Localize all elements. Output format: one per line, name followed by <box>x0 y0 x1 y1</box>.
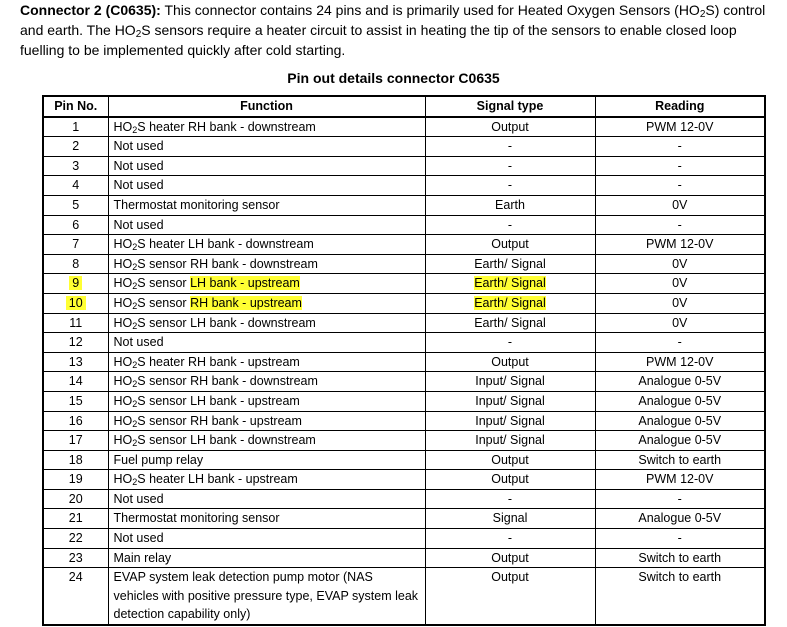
signal-type-cell: Earth/ Signal <box>425 313 595 333</box>
reading-cell: Analogue 0-5V <box>595 372 765 392</box>
signal-type-cell: Earth/ Signal <box>425 293 595 313</box>
pin-number: 7 <box>43 235 108 255</box>
pin-number: 8 <box>43 254 108 274</box>
function-cell: $HO_2S$ heater RH bank - downstream <box>108 117 425 137</box>
pin-number: 17 <box>43 431 108 451</box>
table-row <box>43 450 765 470</box>
signal-type-cell: Input/ Signal <box>425 431 595 451</box>
table-row <box>43 254 765 274</box>
table-body <box>43 117 765 625</box>
pin-number: 21 <box>43 509 108 529</box>
pin-number: 16 <box>43 411 108 431</box>
reading-cell: - <box>595 156 765 176</box>
reading-cell: 0V <box>595 313 765 333</box>
pin-number: 19 <box>43 470 108 490</box>
function-cell: EVAP system leak detection pump motor (NAS vehicles with positive pressure type, EVAP system leak detection capability only) <box>108 568 425 625</box>
pin-number: 15 <box>43 391 108 411</box>
reading-cell: 0V <box>595 293 765 313</box>
function-cell: Thermostat monitoring sensor <box>108 195 425 215</box>
pin-number: 24 <box>43 568 108 625</box>
table-row <box>43 489 765 509</box>
intro-sub-a: 2 <box>699 9 706 20</box>
signal-type-cell: - <box>425 529 595 549</box>
table-row <box>43 137 765 157</box>
reading-cell: PWM 12-0V <box>595 470 765 490</box>
reading-cell: Switch to earth <box>595 450 765 470</box>
function-cell: Main relay <box>108 548 425 568</box>
pin-number: 11 <box>43 313 108 333</box>
table-row <box>43 470 765 490</box>
reading-cell: - <box>595 137 765 157</box>
reading-cell: PWM 12-0V <box>595 235 765 255</box>
signal-type-cell: Output <box>425 352 595 372</box>
table-row <box>43 117 765 137</box>
signal-type-cell: Signal <box>425 509 595 529</box>
signal-type-cell: Output <box>425 470 595 490</box>
reading-cell: Analogue 0-5V <box>595 509 765 529</box>
pin-number: 1 <box>43 117 108 137</box>
table-row <box>43 195 765 215</box>
table-row <box>43 313 765 333</box>
header-pin: Pin No. <box>43 96 108 117</box>
connector-heading: Connector 2 (C0635): <box>20 2 161 18</box>
function-cell: Not used <box>108 333 425 353</box>
function-cell: $HO_2S$ sensor LH bank - downstream <box>108 313 425 333</box>
table-row <box>43 293 765 313</box>
reading-cell: Analogue 0-5V <box>595 391 765 411</box>
pin-number: 4 <box>43 176 108 196</box>
function-cell: Not used <box>108 489 425 509</box>
reading-cell: PWM 12-0V <box>595 117 765 137</box>
pin-number: 3 <box>43 156 108 176</box>
signal-type-cell: Output <box>425 548 595 568</box>
reading-cell: Analogue 0-5V <box>595 431 765 451</box>
reading-cell: - <box>595 529 765 549</box>
reading-cell: Switch to earth <box>595 548 765 568</box>
signal-type-cell: Earth/ Signal <box>425 274 595 294</box>
function-cell: $HO_2S$ sensor RH bank - downstream <box>108 372 425 392</box>
intro-text-b: S) control and earth. The HO <box>20 2 766 38</box>
pin-number: 5 <box>43 195 108 215</box>
function-cell: $HO_2S$ sensor LH bank - upstream <box>108 274 425 294</box>
signal-type-cell: - <box>425 489 595 509</box>
header-signal: Signal type <box>425 96 595 117</box>
function-cell: $HO_2S$ sensor RH bank - upstream <box>108 411 425 431</box>
reading-cell: - <box>595 215 765 235</box>
reading-cell: - <box>595 489 765 509</box>
reading-cell: Switch to earth <box>595 568 765 625</box>
table-row <box>43 391 765 411</box>
signal-type-cell: - <box>425 215 595 235</box>
header-reading: Reading <box>595 96 765 117</box>
table-row <box>43 235 765 255</box>
pin-number: 23 <box>43 548 108 568</box>
header-function: Function <box>108 96 425 117</box>
table-title: Pin out details connector C0635 <box>287 70 500 86</box>
function-cell: Thermostat monitoring sensor <box>108 509 425 529</box>
pin-number: 22 <box>43 529 108 549</box>
pin-number: 2 <box>43 137 108 157</box>
signal-type-cell: - <box>425 176 595 196</box>
table-row <box>43 431 765 451</box>
reading-cell: - <box>595 176 765 196</box>
reading-cell: 0V <box>595 254 765 274</box>
intro-sub-b: 2 <box>135 29 142 40</box>
signal-type-cell: Earth/ Signal <box>425 254 595 274</box>
table-row <box>43 215 765 235</box>
pin-number: 12 <box>43 333 108 353</box>
function-cell: $HO_2S$ heater LH bank - downstream <box>108 235 425 255</box>
signal-type-cell: Input/ Signal <box>425 411 595 431</box>
intro-paragraph <box>20 0 784 60</box>
table-row <box>43 333 765 353</box>
function-cell: $HO_2S$ sensor LH bank - upstream <box>108 391 425 411</box>
signal-type-cell: Output <box>425 450 595 470</box>
table-row <box>43 274 765 294</box>
function-cell: $HO_2S$ sensor RH bank - downstream <box>108 254 425 274</box>
table-row <box>43 372 765 392</box>
signal-type-cell: - <box>425 137 595 157</box>
signal-type-cell: Output <box>425 235 595 255</box>
function-cell: $HO_2S$ sensor RH bank - upstream <box>108 293 425 313</box>
function-cell: Not used <box>108 529 425 549</box>
reading-cell: PWM 12-0V <box>595 352 765 372</box>
table-row <box>43 509 765 529</box>
function-cell: $HO_2S$ heater LH bank - upstream <box>108 470 425 490</box>
pin-number: 14 <box>43 372 108 392</box>
table-row <box>43 352 765 372</box>
table-row <box>43 529 765 549</box>
reading-cell: 0V <box>595 195 765 215</box>
reading-cell: - <box>595 333 765 353</box>
table-header-row <box>43 96 765 117</box>
table-row <box>43 568 765 625</box>
function-cell: $HO_2S$ sensor LH bank - downstream <box>108 431 425 451</box>
table-row <box>43 411 765 431</box>
signal-type-cell: Earth <box>425 195 595 215</box>
pin-number: 10 <box>43 293 108 313</box>
signal-type-cell: Output <box>425 568 595 625</box>
signal-type-cell: - <box>425 156 595 176</box>
signal-type-cell: Input/ Signal <box>425 391 595 411</box>
function-cell: Not used <box>108 176 425 196</box>
pin-number: 20 <box>43 489 108 509</box>
table-row <box>43 176 765 196</box>
function-cell: Not used <box>108 215 425 235</box>
function-cell: Not used <box>108 156 425 176</box>
function-cell: Fuel pump relay <box>108 450 425 470</box>
intro-text-a: This connector contains 24 pins and is primarily used for Heated Oxygen Sensors (HO <box>160 2 700 18</box>
pin-number: 9 <box>43 274 108 294</box>
table-row <box>43 156 765 176</box>
signal-type-cell: Output <box>425 117 595 137</box>
pin-number: 6 <box>43 215 108 235</box>
intro-text-c: S sensors require a heater circuit to assist in heating the tip of the sensors to enable closed loop fuelling to be implemented quickly after cold starting. <box>20 22 737 58</box>
pin-number: 13 <box>43 352 108 372</box>
function-cell: Not used <box>108 137 425 157</box>
function-cell: $HO_2S$ heater RH bank - upstream <box>108 352 425 372</box>
pin-number: 18 <box>43 450 108 470</box>
table-row <box>43 548 765 568</box>
signal-type-cell: Input/ Signal <box>425 372 595 392</box>
pinout-table <box>42 95 766 626</box>
signal-type-cell: - <box>425 333 595 353</box>
reading-cell: Analogue 0-5V <box>595 411 765 431</box>
reading-cell: 0V <box>595 274 765 294</box>
